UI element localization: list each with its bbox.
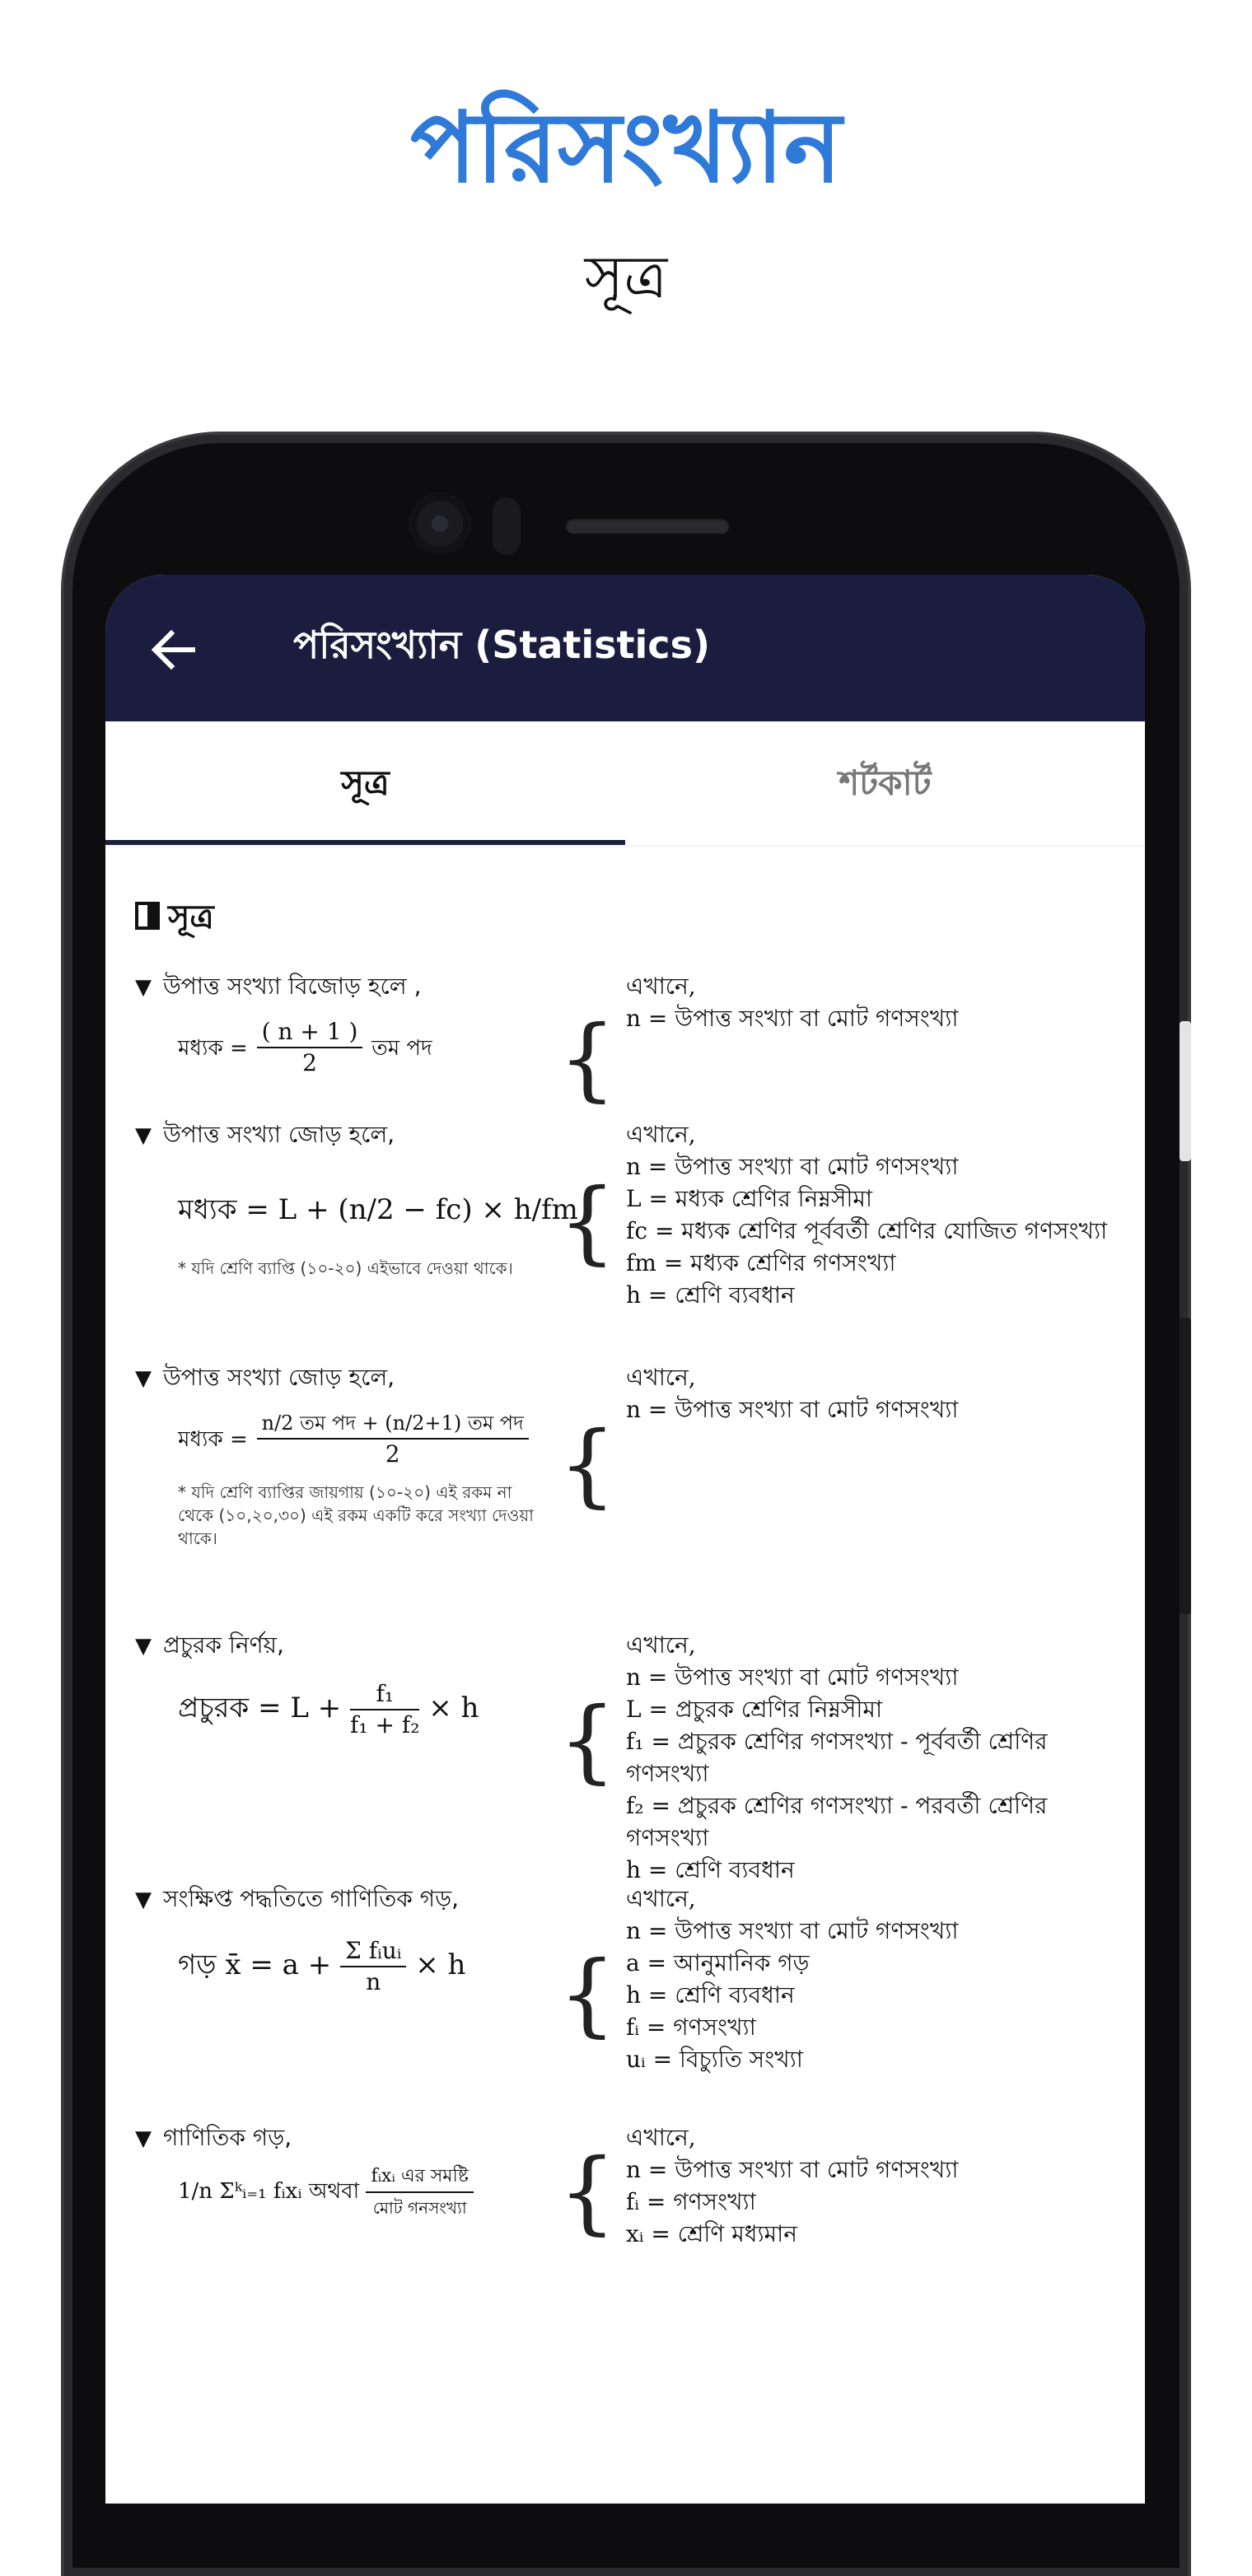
where-label: এখানে, bbox=[626, 973, 696, 1000]
fraction bbox=[257, 1408, 529, 1469]
definitions bbox=[626, 970, 1137, 1034]
block-heading: উপাত্ত সংখ্যা বিজোড় হলে , bbox=[163, 973, 422, 1000]
definition-line: a = আনুমানিক গড় bbox=[626, 1949, 810, 1976]
formula-left bbox=[135, 2121, 629, 2223]
fraction bbox=[257, 1017, 363, 1078]
numerator: f₁ bbox=[350, 1679, 419, 1710]
definition-line: n = উপাত্ত সংখ্যা বা মোট গণসংখ্যা bbox=[626, 1917, 959, 1944]
denominator: 2 bbox=[385, 1440, 400, 1468]
fraction bbox=[340, 1936, 406, 1997]
where-label: এখানে, bbox=[626, 1631, 696, 1659]
definitions bbox=[626, 1629, 1137, 1886]
volume-button bbox=[1180, 1318, 1191, 1614]
tab-formula[interactable]: সূত্র bbox=[341, 763, 390, 803]
definition-line: n = উপাত্ত সংখ্যা বা মোট গণসংখ্যা bbox=[626, 1005, 959, 1032]
definition-line: xᵢ = শ্রেণি মধ্যমান bbox=[626, 2220, 797, 2247]
triangle-bullet-icon: ▼ bbox=[135, 2126, 152, 2151]
where-label: এখানে, bbox=[626, 2124, 696, 2151]
back-arrow-icon[interactable] bbox=[145, 621, 203, 679]
brace: { bbox=[558, 2139, 616, 2244]
denominator: 2 bbox=[302, 1049, 317, 1076]
earpiece-speaker bbox=[565, 517, 730, 534]
app-bar-title: পরিসংখ্যান (Statistics) bbox=[293, 623, 710, 667]
definition-line: h = শ্রেণি ব্যবধান bbox=[626, 1856, 795, 1883]
proximity-sensor bbox=[493, 497, 521, 555]
definitions bbox=[626, 1883, 1137, 2075]
numerator: Σ fᵢuᵢ bbox=[340, 1936, 406, 1967]
numerator: fᵢxᵢ এর সমষ্টি bbox=[366, 2162, 473, 2193]
brace: { bbox=[558, 1941, 616, 2046]
definition-line: n = উপাত্ত সংখ্যা বা মোট গণসংখ্যা bbox=[626, 1396, 959, 1423]
triangle-bullet-icon: ▼ bbox=[135, 1366, 152, 1391]
side-button bbox=[1180, 1021, 1191, 1161]
triangle-bullet-icon: ▼ bbox=[135, 1634, 152, 1659]
promo-subtitle: সূত্র bbox=[584, 242, 668, 311]
formula-note: * যদি শ্রেণি ব্যাপ্তির জায়গায় (১০-২০) এই রকম না থেকে (১০,২০,৩০) এই রকম একটি করে সংখ্যা দেওয়া থাকে। bbox=[178, 1482, 534, 1548]
formula-left bbox=[135, 1883, 629, 1997]
definition-line: fᵢ = গণসংখ্যা bbox=[626, 2014, 756, 2041]
definition-line: L = প্রচুরক শ্রেণির নিম্নসীমা bbox=[626, 1696, 883, 1723]
formula-label: 1/n Σᵏᵢ₌₁ fᵢxᵢ অথবা bbox=[178, 2179, 360, 2204]
formula-tail: তম পদ bbox=[371, 1036, 432, 1061]
promo-title: পরিসংখ্যান bbox=[410, 91, 842, 204]
definition-line: uᵢ = বিচ্যুতি সংখ্যা bbox=[626, 2046, 803, 2073]
where-label: এখানে, bbox=[626, 1121, 696, 1148]
denominator: f₁ + f₂ bbox=[350, 1711, 420, 1738]
block-heading: সংক্ষিপ্ত পদ্ধতিতে গাণিতিক গড়, bbox=[163, 1885, 460, 1912]
formula-left bbox=[135, 1629, 629, 1740]
block-heading: গাণিতিক গড়, bbox=[163, 2124, 292, 2151]
where-label: এখানে, bbox=[626, 1885, 696, 1912]
triangle-bullet-icon: ▼ bbox=[135, 1888, 152, 1912]
block-heading: উপাত্ত সংখ্যা জোড় হলে, bbox=[163, 1121, 395, 1148]
app-bar bbox=[105, 575, 1145, 721]
tab-bar bbox=[105, 721, 1145, 845]
definition-line: L = মধ্যক শ্রেণির নিম্নসীমা bbox=[626, 1185, 873, 1212]
formula: মধ্যক = L + (n/2 − fc) × h/fm bbox=[178, 1193, 578, 1226]
fraction bbox=[350, 1679, 419, 1740]
where-label: এখানে, bbox=[626, 1364, 696, 1391]
tab-indicator bbox=[105, 840, 625, 845]
definitions bbox=[626, 2121, 1137, 2250]
brace: { bbox=[558, 1169, 616, 1274]
formula-left bbox=[135, 1361, 629, 1550]
section-title: সূত্র bbox=[168, 898, 214, 936]
formula-left bbox=[135, 970, 629, 1078]
fraction bbox=[366, 2162, 473, 2223]
definition-line: h = শ্রেণি ব্যবধান bbox=[626, 1981, 795, 2009]
formula-label: প্রচুরক = L + bbox=[178, 1692, 342, 1724]
formula-tail: × h bbox=[415, 1948, 466, 1981]
denominator: মোট গনসংখ্যা bbox=[372, 2198, 467, 2218]
denominator: n bbox=[366, 1968, 381, 1995]
definition-line: f₁ = প্রচুরক শ্রেণির গণসংখ্যা - পূর্ববর্তী শ্রেণির গণসংখ্যা bbox=[626, 1728, 1048, 1787]
definition-line: n = উপাত্ত সংখ্যা বা মোট গণসংখ্যা bbox=[626, 2156, 959, 2183]
formula-left bbox=[135, 1118, 629, 1280]
formula-note: * যদি শ্রেণি ব্যাপ্তি (১০-২০) এইভাবে দেওয়া থাকে। bbox=[178, 1258, 513, 1278]
definition-line: fᵢ = গণসংখ্যা bbox=[626, 2188, 756, 2215]
definitions bbox=[626, 1118, 1137, 1311]
definition-line: fm = মধ্যক শ্রেণির গণসংখ্যা bbox=[626, 1249, 896, 1276]
definition-line: n = উপাত্ত সংখ্যা বা মোট গণসংখ্যা bbox=[626, 1153, 959, 1180]
definition-line: fc = মধ্যক শ্রেণির পূর্ববর্তী শ্রেণির যোজিত গণসংখ্যা bbox=[626, 1217, 1108, 1244]
definition-line: n = উপাত্ত সংখ্যা বা মোট গণসংখ্যা bbox=[626, 1664, 959, 1691]
content-area bbox=[105, 847, 1145, 2504]
formula-tail: × h bbox=[428, 1692, 479, 1724]
section-heading bbox=[135, 891, 214, 946]
block-heading: উপাত্ত সংখ্যা জোড় হলে, bbox=[163, 1364, 395, 1391]
front-camera bbox=[409, 492, 471, 555]
triangle-bullet-icon: ▼ bbox=[135, 1123, 152, 1148]
tab-shortcut[interactable]: শর্টকার্ট bbox=[839, 763, 932, 803]
block-heading: প্রচুরক নির্ণয়, bbox=[163, 1631, 284, 1659]
formula-label: মধ্যক = bbox=[178, 1036, 248, 1061]
brace: { bbox=[558, 1687, 616, 1793]
formula-label: গড় x̄ = a + bbox=[178, 1948, 332, 1981]
definition-line: h = শ্রেণি ব্যবধান bbox=[626, 1281, 795, 1309]
numerator: ( n + 1 ) bbox=[257, 1017, 363, 1048]
numerator: n/2 তম পদ + (n/2+1) তম পদ bbox=[257, 1408, 529, 1440]
brace: { bbox=[558, 1412, 616, 1517]
brace: { bbox=[558, 1006, 616, 1111]
definition-line: f₂ = প্রচুরক শ্রেণির গণসংখ্যা - পরবর্তী শ্রেণির গণসংখ্যা bbox=[626, 1792, 1048, 1851]
app-screen bbox=[105, 575, 1145, 2504]
half-square-icon bbox=[135, 902, 160, 930]
formula-label: মধ্যক = bbox=[178, 1427, 248, 1452]
triangle-bullet-icon: ▼ bbox=[135, 975, 152, 1000]
definitions bbox=[626, 1361, 1137, 1426]
